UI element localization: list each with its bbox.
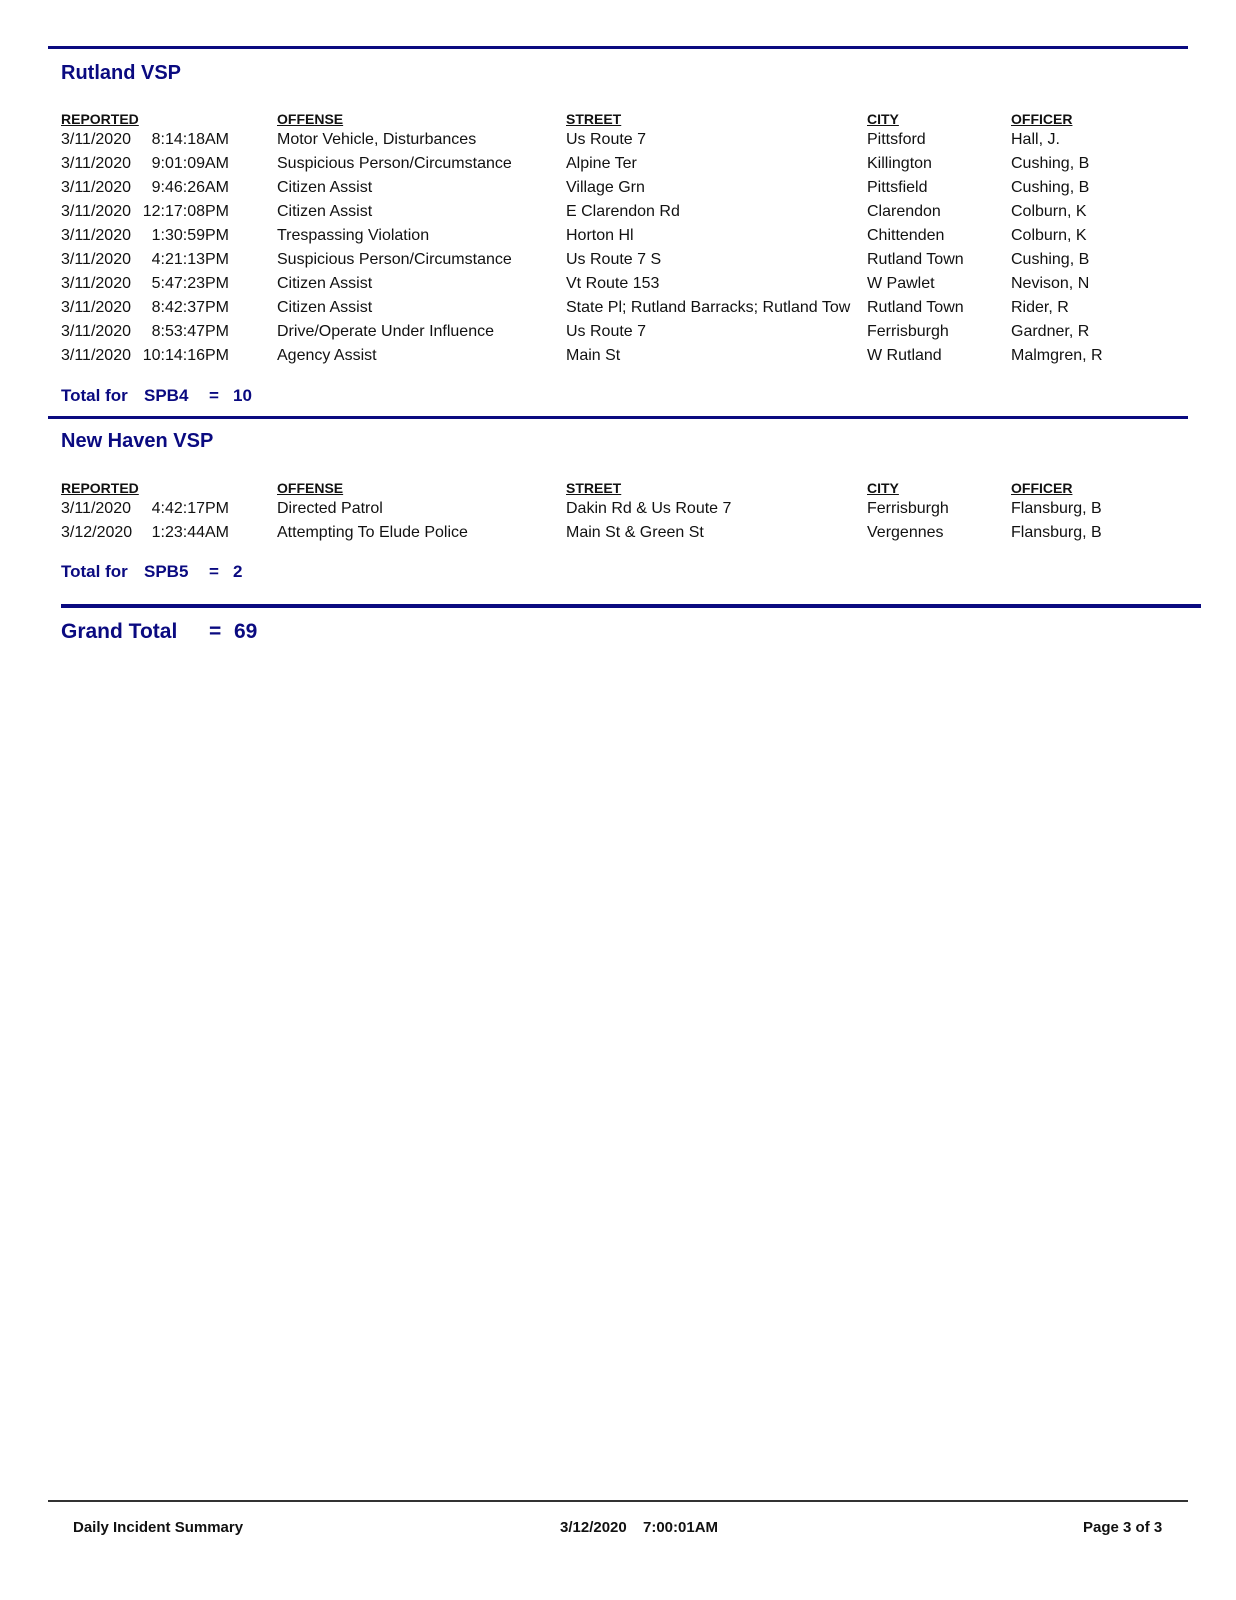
column-header-street: STREET [566,111,622,127]
officer: Colburn, K [1011,227,1087,244]
reported-date: 3/11/2020 [61,347,131,364]
total-equals: = [209,386,219,405]
city: Rutland Town [867,251,964,268]
street: Main St [566,347,621,364]
city: Killington [867,155,932,172]
offense: Directed Patrol [277,500,383,517]
total-label: Total for [61,386,128,405]
street: Us Route 7 [566,131,647,148]
officer: Cushing, B [1011,179,1090,196]
city: Rutland Town [867,299,964,316]
reported-time: 9:01:09AM [151,155,229,172]
street: Main St & Green St [566,524,704,541]
officer: Colburn, K [1011,203,1087,220]
reported-time: 4:42:17PM [151,500,229,517]
officer: Cushing, B [1011,155,1090,172]
offense: Citizen Assist [277,299,373,316]
officer: Flansburg, B [1011,524,1102,541]
reported-time: 1:23:44AM [151,524,229,541]
reported-date: 3/11/2020 [61,179,131,196]
city: W Rutland [867,347,942,364]
street: Village Grn [566,179,645,196]
city: Ferrisburgh [867,323,949,340]
grand-total-divider [61,604,1201,608]
reported-date: 3/11/2020 [61,299,131,316]
table-row [0,347,1236,371]
reported-time: 1:30:59PM [151,227,229,244]
footer-divider [48,1500,1188,1502]
officer: Malmgren, R [1011,347,1103,364]
reported-date: 3/11/2020 [61,203,131,220]
column-header-offense: OFFENSE [277,111,344,127]
city: W Pawlet [867,275,935,292]
officer: Gardner, R [1011,323,1090,340]
offense: Attempting To Elude Police [277,524,468,541]
footer-page-number: Page 3 of 3 [1083,1519,1163,1536]
offense: Drive/Operate Under Influence [277,323,494,340]
officer: Cushing, B [1011,251,1090,268]
reported-date: 3/11/2020 [61,227,131,244]
reported-date: 3/11/2020 [61,131,131,148]
table-row [0,500,1236,524]
reported-time: 10:14:16PM [142,347,229,364]
table-row [0,179,1236,203]
offense: Suspicious Person/Circumstance [277,155,512,172]
reported-time: 5:47:23PM [151,275,229,292]
street: State Pl; Rutland Barracks; Rutland Tow [566,299,851,316]
section-title: New Haven VSP [61,430,214,452]
section-title: Rutland VSP [61,62,182,84]
city: Clarendon [867,203,941,220]
column-header-city: CITY [867,480,899,496]
column-header-city: CITY [867,111,899,127]
table-row [0,275,1236,299]
table-row [0,227,1236,251]
offense: Suspicious Person/Circumstance [277,251,512,268]
reported-time: 12:17:08PM [142,203,229,220]
column-header-officer: OFFICER [1011,111,1073,127]
table-row [0,524,1236,548]
column-header-street: STREET [566,480,622,496]
street: Us Route 7 [566,323,647,340]
total-code: SPB4 [144,386,189,405]
total-count: 10 [233,386,252,405]
table-row [0,203,1236,227]
total-count: 2 [233,562,243,581]
column-header-reported: REPORTED [61,480,139,496]
reported-time: 8:14:18AM [151,131,229,148]
section-divider [48,416,1188,419]
officer: Nevison, N [1011,275,1090,292]
grand-total-equals: = [209,620,222,643]
grand-total-count: 69 [234,620,258,643]
offense: Citizen Assist [277,275,373,292]
footer-report-name: Daily Incident Summary [73,1519,244,1536]
table-row [0,131,1236,155]
offense: Citizen Assist [277,179,373,196]
table-row [0,155,1236,179]
reported-time: 8:53:47PM [151,323,229,340]
total-label: Total for [61,562,128,581]
reported-date: 3/11/2020 [61,323,131,340]
street: Dakin Rd & Us Route 7 [566,500,732,517]
reported-time: 8:42:37PM [151,299,229,316]
offense: Motor Vehicle, Disturbances [277,131,477,148]
reported-date: 3/12/2020 [61,524,133,541]
column-header-reported: REPORTED [61,111,139,127]
column-header-offense: OFFENSE [277,480,344,496]
reported-time: 9:46:26AM [151,179,229,196]
offense: Trespassing Violation [277,227,430,244]
reported-date: 3/11/2020 [61,155,131,172]
offense: Agency Assist [277,347,377,364]
footer-printed-time: 7:00:01AM [643,1519,719,1536]
grand-total-label: Grand Total [61,620,178,643]
city: Pittsfield [867,179,928,196]
reported-date: 3/11/2020 [61,275,131,292]
column-header-officer: OFFICER [1011,480,1073,496]
reported-time: 4:21:13PM [151,251,229,268]
reported-date: 3/11/2020 [61,500,131,517]
table-row [0,251,1236,275]
city: Vergennes [867,524,944,541]
city: Ferrisburgh [867,500,949,517]
street: E Clarendon Rd [566,203,680,220]
street: Alpine Ter [566,155,637,172]
table-row [0,323,1236,347]
reported-date: 3/11/2020 [61,251,131,268]
officer: Hall, J. [1011,131,1060,148]
officer: Flansburg, B [1011,500,1102,517]
section-divider [48,46,1188,49]
officer: Rider, R [1011,299,1069,316]
table-row [0,299,1236,323]
city: Chittenden [867,227,945,244]
offense: Citizen Assist [277,203,373,220]
footer-printed-date: 3/12/2020 [560,1519,627,1536]
street: Vt Route 153 [566,275,660,292]
street: Horton Hl [566,227,634,244]
street: Us Route 7 S [566,251,662,268]
total-code: SPB5 [144,562,189,581]
total-equals: = [209,562,219,581]
city: Pittsford [867,131,926,148]
